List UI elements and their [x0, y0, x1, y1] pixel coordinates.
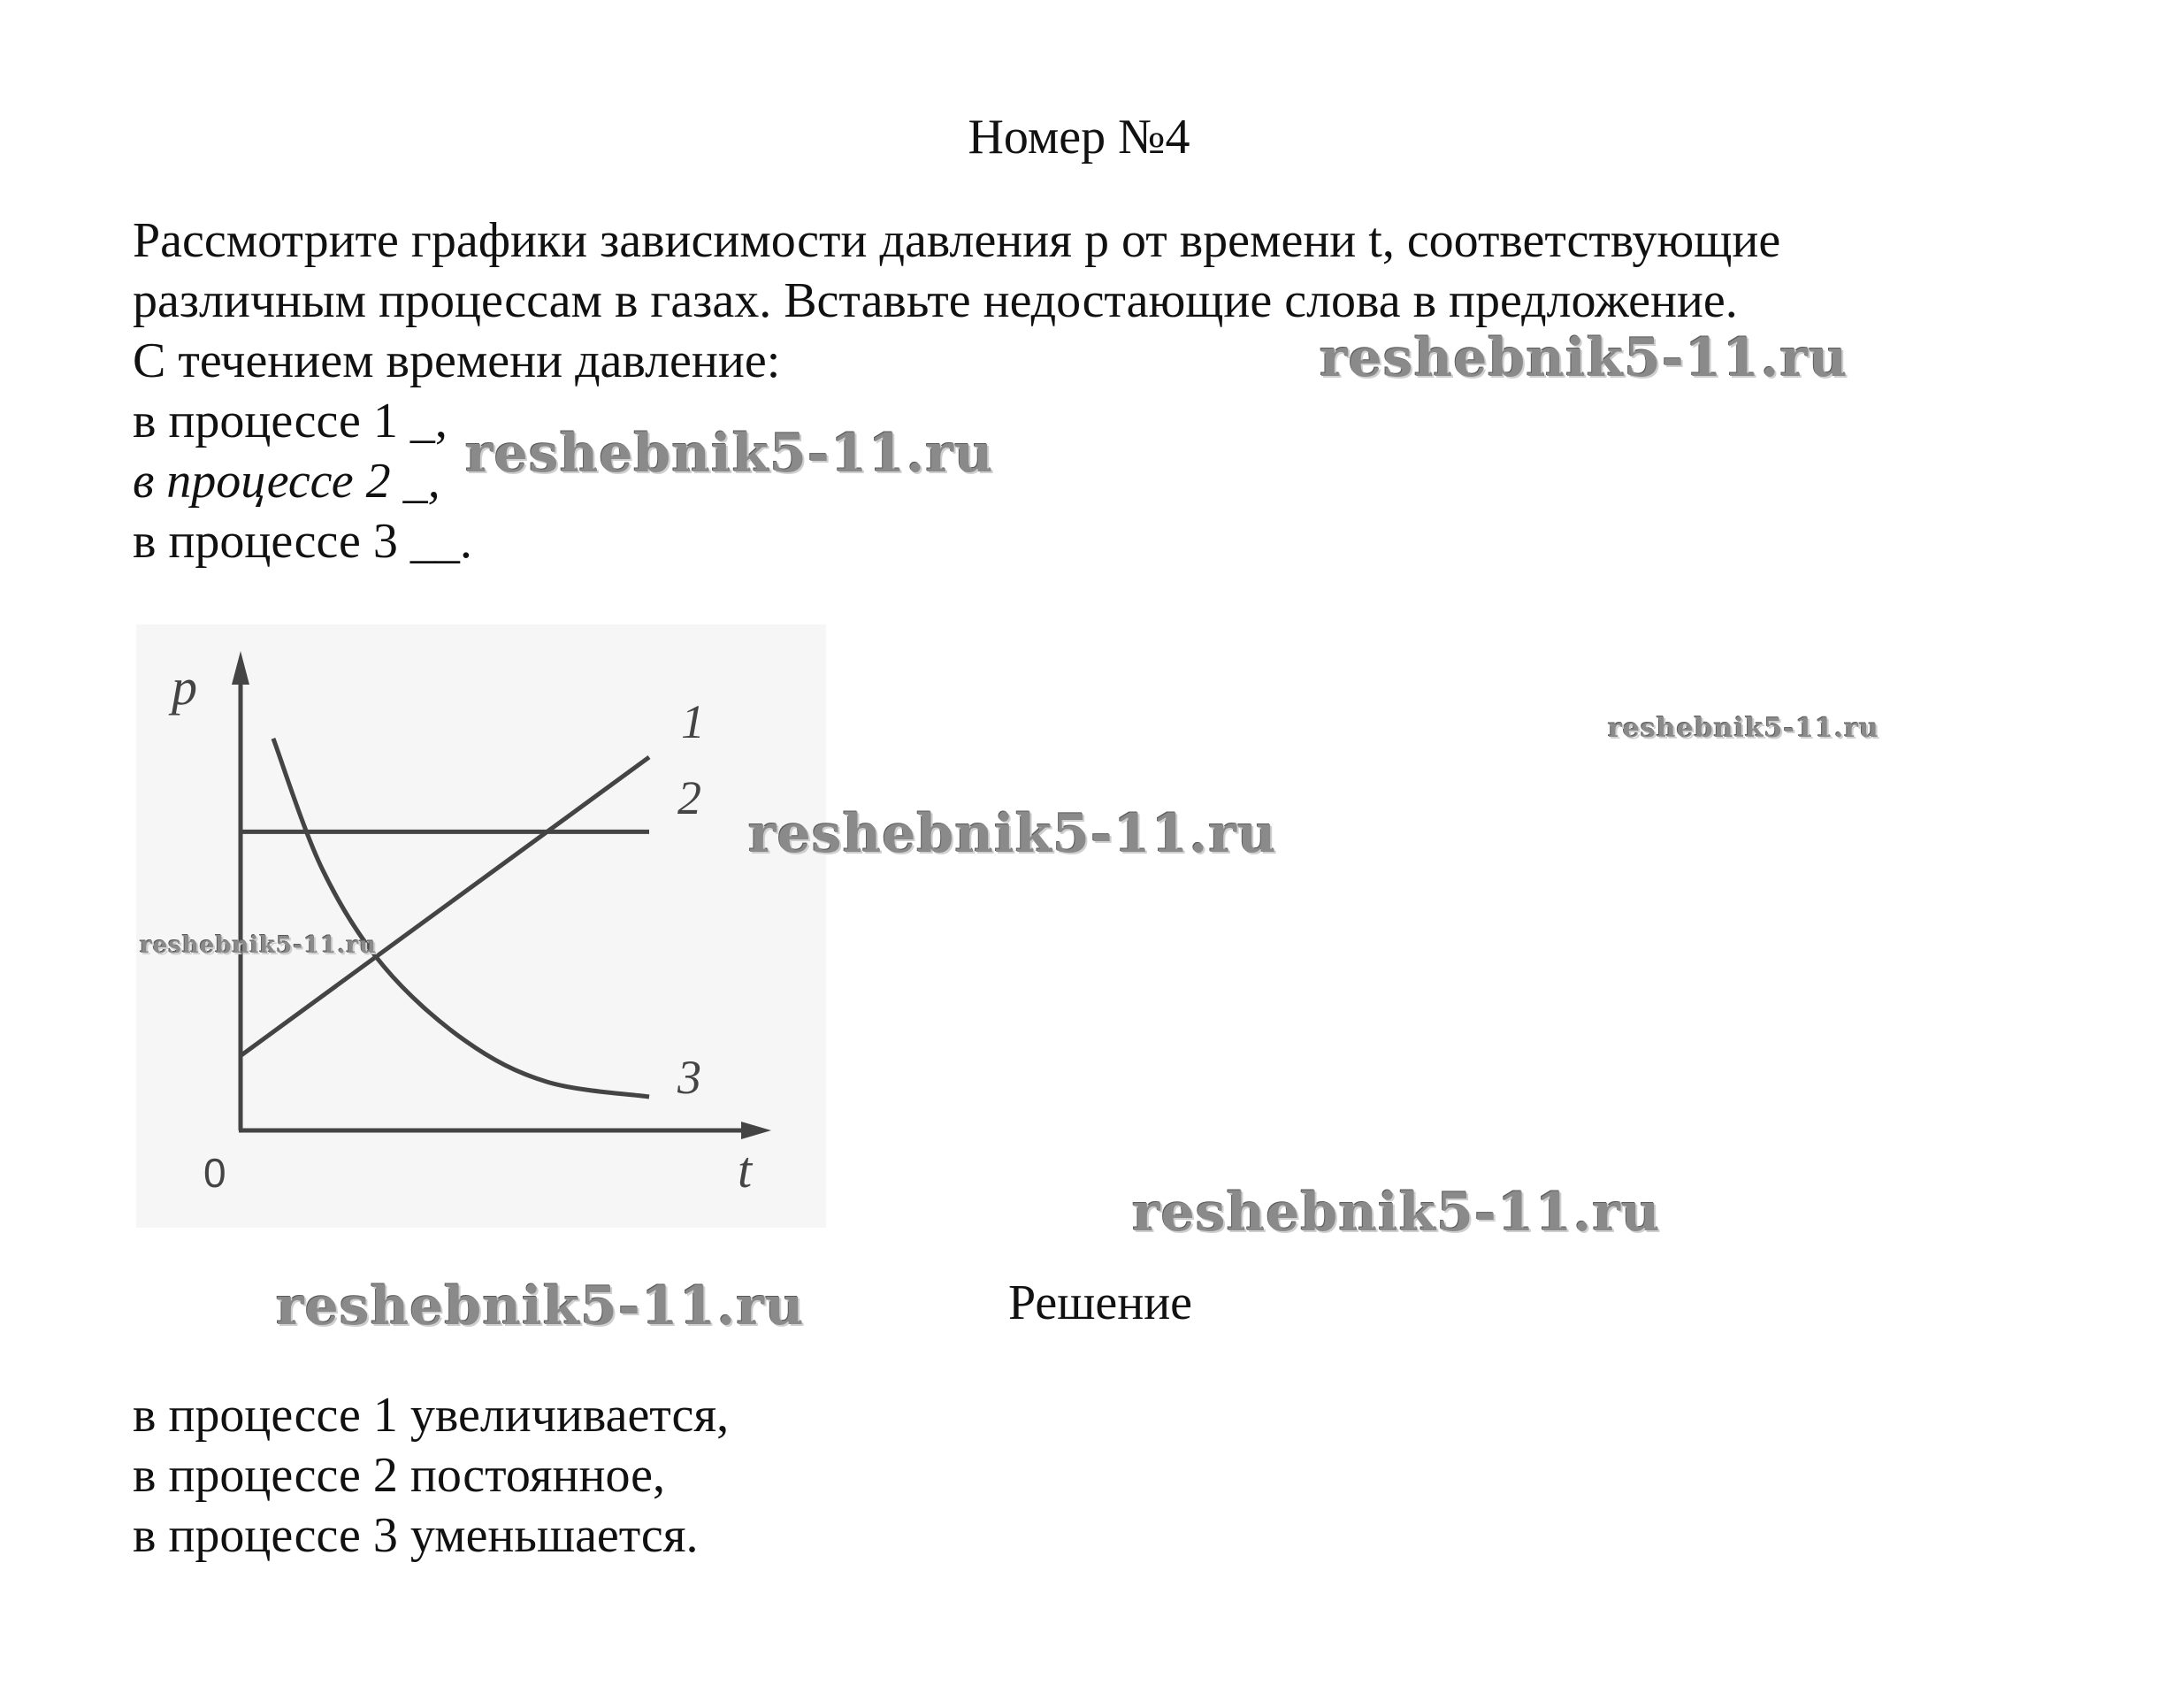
y-axis-label: p	[172, 658, 197, 716]
curve-label-2: 2	[677, 771, 701, 824]
curve-label-1: 1	[681, 695, 705, 748]
graph-svg	[136, 624, 826, 1228]
solution-line-3: в процессе 3 уменьшается.	[133, 1508, 699, 1563]
solution-line-2: в процессе 2 постоянное,	[133, 1448, 665, 1503]
task-line-6: в процессе 3 __.	[133, 514, 472, 569]
watermark-1: reshebnik5-11.ru	[1320, 327, 1848, 389]
task-line-4: в процессе 1 _,	[133, 394, 448, 448]
watermark-2: reshebnik5-11.ru	[465, 423, 994, 485]
watermark-3: reshebnik5-11.ru	[1608, 713, 1879, 744]
origin-label: 0	[203, 1150, 226, 1196]
solution-line-1: в процессе 1 увеличивается,	[133, 1388, 730, 1443]
watermark-6: reshebnik5-11.ru	[1132, 1182, 1661, 1244]
solution-title: Решение	[1008, 1275, 1193, 1330]
task-text	[133, 211, 2034, 571]
solution-text	[133, 1385, 729, 1566]
task-line-5: в процессе 2 _,	[133, 454, 440, 509]
task-line-1: Рассмотрите графики зависимости давления p от времени t, соответствующие	[133, 213, 1781, 268]
watermark-7: reshebnik5-11.ru	[276, 1275, 805, 1337]
page-title: Номер №4	[968, 110, 1190, 165]
watermark-5: reshebnik5-11.ru	[140, 932, 378, 959]
task-line-3: С течением времени давление:	[133, 333, 781, 388]
pressure-time-graph	[136, 624, 826, 1228]
y-axis-arrow	[232, 651, 249, 685]
series-3-line	[273, 739, 649, 1097]
curve-label-3: 3	[677, 1051, 701, 1104]
plot-layer	[241, 739, 649, 1097]
task-line-2: различным процессам в газах. Вставьте недостающие слова в предложение.	[133, 273, 1738, 328]
series-1-line	[241, 757, 649, 1056]
x-axis-label: t	[738, 1141, 753, 1199]
watermark-4: reshebnik5-11.ru	[748, 803, 1277, 865]
x-axis-arrow	[741, 1122, 771, 1139]
